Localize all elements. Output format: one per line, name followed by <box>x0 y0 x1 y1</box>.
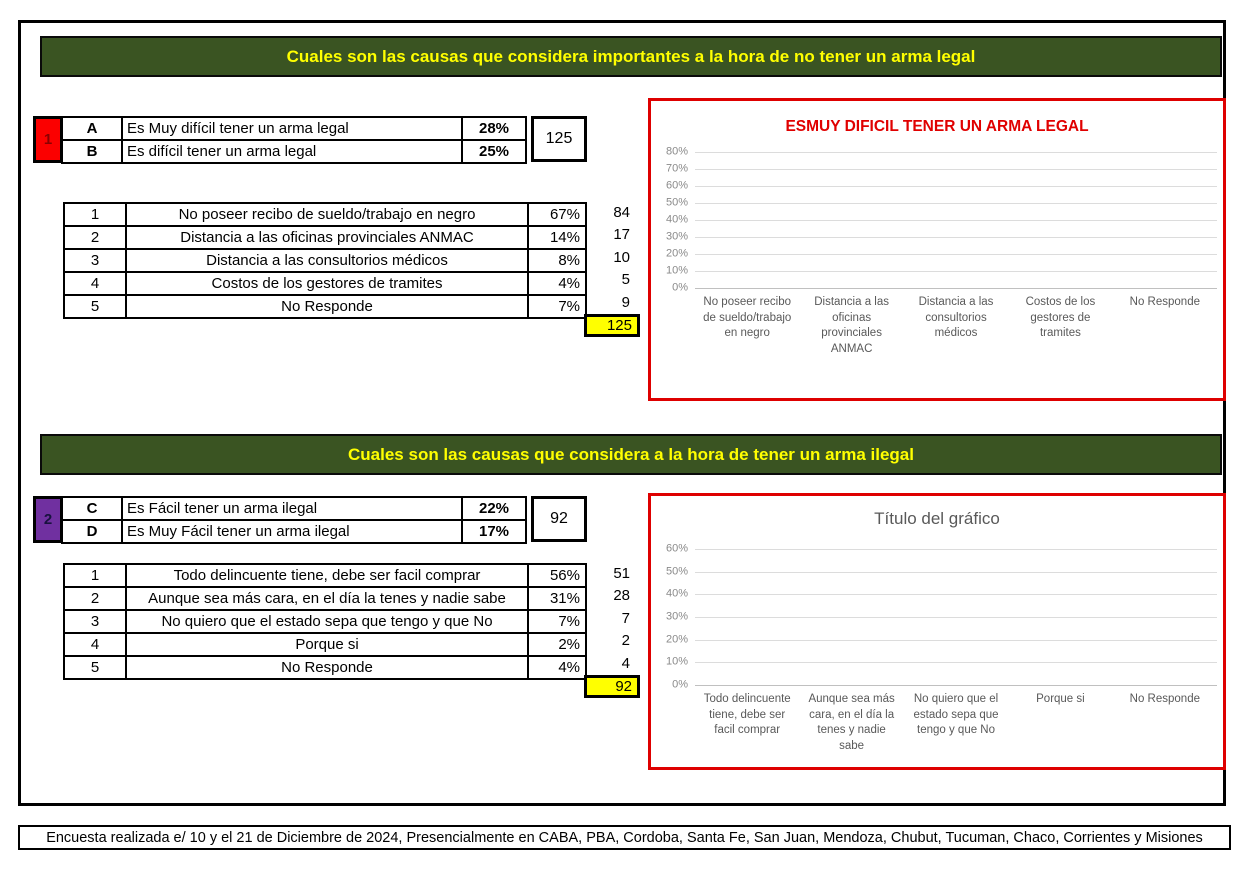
row-count: 4 <box>621 654 630 672</box>
row-label: Costos de los gestores de tramites <box>126 272 528 295</box>
row-number: 5 <box>64 295 126 318</box>
y-tick-label: 30% <box>665 230 688 243</box>
row-percent: 7% <box>528 295 586 318</box>
x-category-label: No Responde <box>1129 296 1200 308</box>
row-percent: 56% <box>528 564 586 587</box>
bars <box>695 152 1217 288</box>
table-row <box>62 520 526 543</box>
section2-summary-table <box>61 496 527 544</box>
row-count: 84 <box>613 204 630 221</box>
y-tick-label: 0% <box>672 678 688 691</box>
row-count: 2 <box>621 632 630 650</box>
y-tick-label: 50% <box>665 565 688 578</box>
row-label: Distancia a las oficinas provinciales ANMAC <box>126 226 528 249</box>
table-row <box>62 117 526 140</box>
row-percent: 4% <box>528 272 586 295</box>
section1-detail-table <box>63 202 587 319</box>
table-row <box>64 203 586 226</box>
row-count: 7 <box>621 609 630 627</box>
chart-title: ESMUY DIFICIL TENER UN ARMA LEGAL <box>785 118 1089 135</box>
table-row <box>62 497 526 520</box>
row-number: 5 <box>64 656 126 679</box>
row-code: D <box>62 520 122 543</box>
row-percent: 25% <box>462 140 526 163</box>
table-row <box>64 295 586 318</box>
table-row <box>64 656 586 679</box>
row-label: Distancia a las consultorios médicos <box>126 249 528 272</box>
row-label: No quiero que el estado sepa que tengo y que No <box>126 610 528 633</box>
gridline <box>695 288 1217 289</box>
bar-slot <box>1113 276 1217 288</box>
section1-index-cell: 1 <box>33 116 63 163</box>
bar-slot <box>1113 676 1217 685</box>
row-number: 4 <box>64 272 126 295</box>
row-label: No Responde <box>126 656 528 679</box>
row-label: No Responde <box>126 295 528 318</box>
row-number: 1 <box>64 203 126 226</box>
section2-count-column <box>588 563 638 675</box>
y-tick-label: 50% <box>665 196 688 209</box>
row-percent: 17% <box>462 520 526 543</box>
bar-slot <box>904 274 1008 288</box>
x-category-label: No quiero que el estado sepa que tengo y que No <box>913 693 999 737</box>
x-category-label: Todo delincuente tiene, debe ser facil comprar <box>703 693 791 737</box>
section2-index-cell: 2 <box>33 496 63 543</box>
row-number: 3 <box>64 249 126 272</box>
row-number: 4 <box>64 633 126 656</box>
row-number: 2 <box>64 226 126 249</box>
section1-header: Cuales son las causas que considera importantes a la hora de no tener un arma legal <box>40 36 1222 77</box>
table-row <box>64 249 586 272</box>
section1-summary-total: 125 <box>531 116 587 162</box>
row-count: 51 <box>613 565 630 582</box>
row-count: 10 <box>613 248 630 266</box>
bar-slot <box>1008 680 1112 685</box>
bars <box>695 549 1217 685</box>
y-tick-label: 70% <box>665 162 688 175</box>
row-label: No poseer recibo de sueldo/trabajo en negro <box>126 203 528 226</box>
row-number: 1 <box>64 564 126 587</box>
y-tick-label: 60% <box>665 542 688 555</box>
chart-arma-ilegal <box>648 493 1226 770</box>
section1-summary-table <box>61 116 527 164</box>
row-percent: 7% <box>528 610 586 633</box>
y-tick-label: 30% <box>665 610 688 623</box>
y-tick-label: 40% <box>665 587 688 600</box>
section2-detail-table <box>63 563 587 680</box>
row-percent: 8% <box>528 249 586 272</box>
gridline <box>695 685 1217 686</box>
section1-detail-total: 125 <box>584 314 640 337</box>
row-label: Es difícil tener un arma legal <box>122 140 462 163</box>
plot-area <box>695 549 1217 685</box>
x-category-label: Costos de los gestores de tramites <box>1025 296 1096 340</box>
row-number: 3 <box>64 610 126 633</box>
section1-count-column <box>588 202 638 314</box>
bar-slot <box>799 264 903 288</box>
x-category-label: Distancia a las oficinas provinciales ANMAC <box>814 296 889 355</box>
y-tick-label: 40% <box>665 213 688 226</box>
row-percent: 28% <box>462 117 526 140</box>
x-category-label: Aunque sea más cara, en el día la tenes y nadie sabe <box>808 693 895 752</box>
table-row <box>64 226 586 249</box>
chart-arma-legal <box>648 98 1226 401</box>
y-tick-label: 80% <box>665 145 688 158</box>
row-count: 28 <box>613 587 630 605</box>
row-label: Es Muy difícil tener un arma legal <box>122 117 462 140</box>
x-labels <box>695 295 1217 357</box>
y-tick-label: 10% <box>665 655 688 668</box>
section2-summary-total: 92 <box>531 496 587 542</box>
footer-note: Encuesta realizada e/ 10 y el 21 de Diciembre de 2024, Presencialmente en CABA, PBA, Cordoba, Santa Fe, San Juan, Mendoza, Chubut, Tucuman, Chaco, Corrientes y Misiones <box>18 825 1231 850</box>
table-row <box>64 633 586 656</box>
chart-body <box>655 542 1217 691</box>
row-count: 9 <box>621 293 630 311</box>
row-percent: 2% <box>528 633 586 656</box>
row-code: B <box>62 140 122 163</box>
y-tick-label: 0% <box>672 281 688 294</box>
table-row <box>64 587 586 610</box>
y-tick-label: 20% <box>665 633 688 646</box>
y-tick-label: 20% <box>665 247 688 260</box>
bar-slot <box>695 174 799 288</box>
row-count: 17 <box>613 226 630 244</box>
row-percent: 22% <box>462 497 526 520</box>
row-percent: 31% <box>528 587 586 610</box>
row-code: C <box>62 497 122 520</box>
bar-slot <box>904 669 1008 685</box>
row-label: Porque si <box>126 633 528 656</box>
chart-title: Título del gráfico <box>874 509 1000 528</box>
bar-slot <box>799 615 903 685</box>
bar-slot <box>695 558 799 685</box>
table-row <box>64 272 586 295</box>
row-number: 2 <box>64 587 126 610</box>
row-percent: 4% <box>528 656 586 679</box>
row-label: Todo delincuente tiene, debe ser facil comprar <box>126 564 528 587</box>
table-row <box>62 140 526 163</box>
row-label: Aunque sea más cara, en el día la tenes y nadie sabe <box>126 587 528 610</box>
y-axis <box>655 542 695 691</box>
chart-body <box>655 145 1217 294</box>
row-code: A <box>62 117 122 140</box>
y-axis <box>655 145 695 294</box>
plot-area <box>695 152 1217 288</box>
x-category-label: No poseer recibo de sueldo/trabajo en negro <box>703 296 792 340</box>
row-label: Es Fácil tener un arma ilegal <box>122 497 462 520</box>
bar-slot <box>1008 281 1112 288</box>
row-percent: 14% <box>528 226 586 249</box>
section2-header: Cuales son las causas que considera a la hora de tener un arma ilegal <box>40 434 1222 475</box>
row-percent: 67% <box>528 203 586 226</box>
section2-detail-total: 92 <box>584 675 640 698</box>
table-row <box>64 610 586 633</box>
y-tick-label: 60% <box>665 179 688 192</box>
x-category-label: Distancia a las consultorios médicos <box>918 296 994 340</box>
x-category-label: No Responde <box>1129 693 1200 705</box>
x-labels <box>695 692 1217 754</box>
row-count: 5 <box>621 271 630 289</box>
x-category-label: Porque si <box>1036 693 1085 705</box>
table-row <box>64 564 586 587</box>
y-tick-label: 10% <box>665 264 688 277</box>
row-label: Es Muy Fácil tener un arma ilegal <box>122 520 462 543</box>
